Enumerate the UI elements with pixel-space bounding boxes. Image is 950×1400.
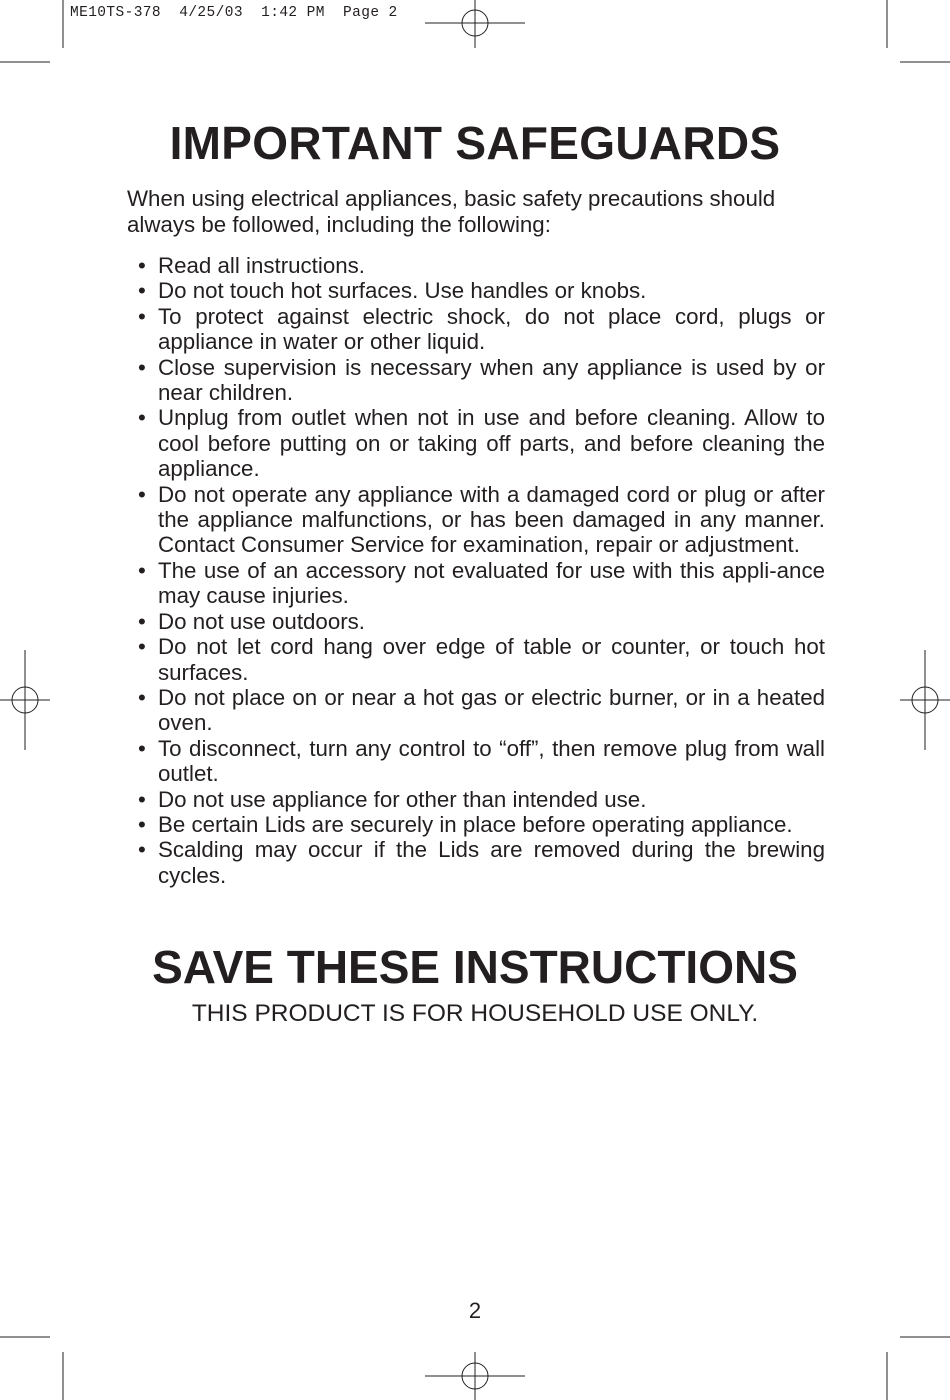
bullet-glyph: • [138, 634, 146, 660]
safeguard-item [135, 685, 825, 736]
safeguard-text: Do not place on or near a hot gas or electric burner, or in a heated oven. [158, 684, 825, 736]
safeguard-item [135, 787, 825, 812]
bullet-glyph: • [138, 557, 146, 583]
bullet-glyph: • [138, 354, 146, 380]
safeguard-text: Do not touch hot surfaces. Use handles or knobs. [158, 278, 647, 304]
bullet-glyph: • [138, 837, 146, 863]
page-title: IMPORTANT SAFEGUARDS [169, 117, 781, 169]
save-instructions-heading: SAVE THESE INSTRUCTIONS [152, 941, 798, 993]
safeguard-item [135, 355, 825, 406]
registration-mark-bottom [425, 1352, 525, 1400]
registration-mark-right [900, 650, 950, 750]
safeguard-text: The use of an accessory not evaluated for use with this appli-ance may cause injuries. [158, 557, 825, 609]
safeguard-text: To protect against electric shock, do not place cord, plugs or appliance in water or other liquid. [158, 303, 825, 355]
safeguard-text: Read all instructions. [158, 253, 365, 278]
safeguards-list [135, 253, 825, 888]
safeguard-item [135, 482, 825, 558]
registration-mark-top [425, 0, 525, 48]
registration-mark-left [0, 650, 50, 750]
print-slug-line: ME10TS-378 4/25/03 1:42 PM Page 2 [70, 5, 398, 21]
bullet-glyph: • [138, 303, 146, 329]
bullet-glyph: • [138, 811, 146, 837]
safeguard-item [135, 405, 825, 481]
safeguard-text: Do not operate any appliance with a damaged cord or plug or after the appliance malfunctions, or has been damaged in any manner. Contact Consumer Service for examination, repair or adjustment. [158, 481, 825, 558]
safeguard-text: Be certain Lids are securely in place before operating appliance. [158, 811, 793, 837]
safeguard-item [135, 609, 825, 634]
bullet-glyph: • [138, 608, 146, 634]
safeguard-text: Scalding may occur if the Lids are removed during the brewing cycles. [158, 837, 825, 888]
bullet-glyph: • [138, 253, 146, 278]
safeguard-item [135, 304, 825, 355]
bullet-glyph: • [138, 786, 146, 812]
page-number: 2 [468, 1298, 482, 1323]
safeguard-text: To disconnect, turn any control to “off”, then remove plug from wall outlet. [158, 735, 825, 787]
bullet-glyph: • [138, 735, 146, 761]
household-use-notice: THIS PRODUCT IS FOR HOUSEHOLD USE ONLY. [191, 1000, 759, 1027]
safeguard-item [135, 253, 825, 278]
intro-paragraph: When using electrical appliances, basic safety precautions should always be followed, including the following: [127, 186, 776, 237]
safeguard-item [135, 558, 825, 609]
safeguard-text: Close supervision is necessary when any appliance is used by or near children. [158, 354, 825, 406]
safeguard-item [135, 634, 825, 685]
bullet-glyph: • [138, 684, 146, 710]
safeguard-item [135, 812, 825, 837]
safeguard-text: Do not use appliance for other than intended use. [158, 786, 647, 812]
bullet-glyph: • [138, 278, 146, 304]
safeguard-item [135, 837, 825, 888]
safeguard-item [135, 736, 825, 787]
safeguard-text: Do not let cord hang over edge of table or counter, or touch hot surfaces. [158, 634, 825, 685]
safeguard-text: Do not use outdoors. [158, 608, 365, 634]
safeguard-item [135, 278, 825, 303]
safeguard-text: Unplug from outlet when not in use and before cleaning. Allow to cool before putting on or taking off parts, and before cleaning the appliance. [158, 405, 825, 482]
bullet-glyph: • [138, 405, 146, 431]
bullet-glyph: • [138, 481, 146, 507]
